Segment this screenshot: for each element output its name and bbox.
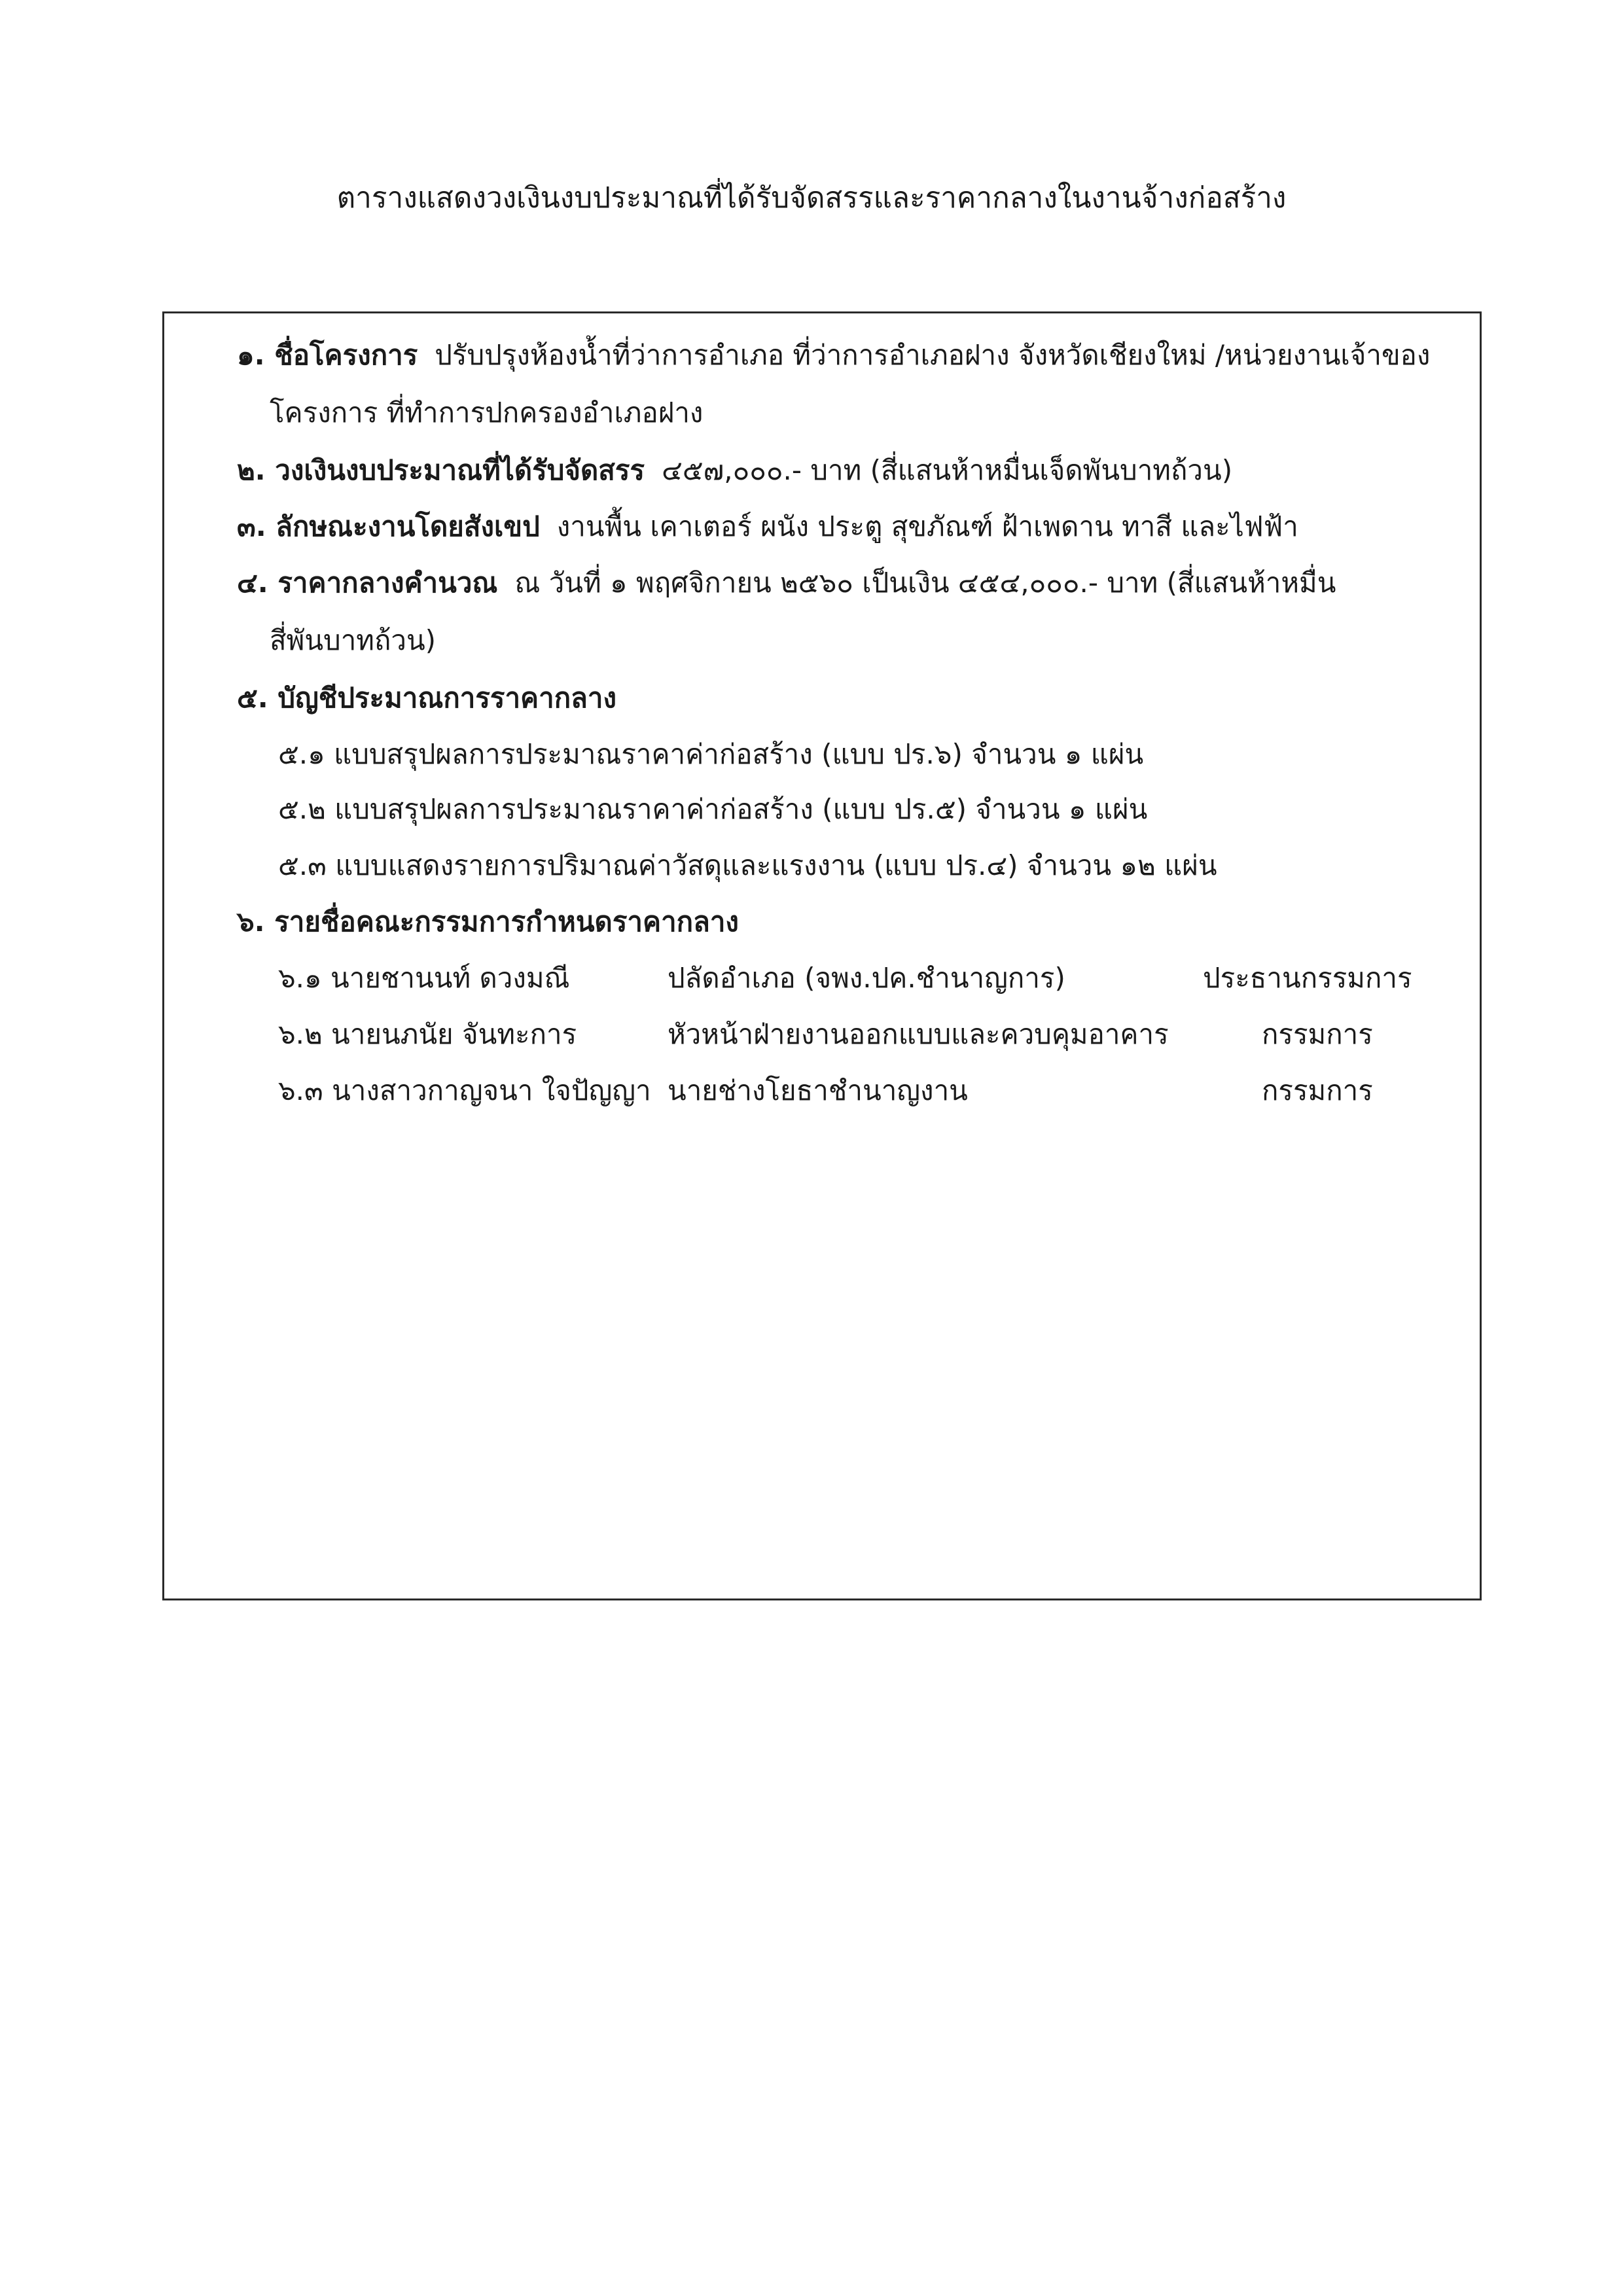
committee-member-name: ๖.๑ นายชานนท์ ดวงมณี bbox=[278, 962, 570, 994]
median-price-value: ณ วันที่ ๑ พฤศจิกายน ๒๕๖๐ เป็นเงิน ๔๕๔,๐๐๐.- บาท (สี่แสนห้าหมื่น bbox=[514, 567, 1336, 599]
committee-member-position: นายช่างโยธาชำนาญงาน bbox=[668, 1074, 968, 1106]
budget-line bbox=[237, 448, 1232, 493]
work-description-label: ๓. ลักษณะงานโดยสังเขป bbox=[237, 510, 540, 542]
median-price-line bbox=[237, 560, 1336, 606]
project-name-line bbox=[237, 332, 1430, 378]
committee-member-role: ประธานกรรมการ bbox=[1203, 962, 1412, 994]
median-price-label: ๔. ราคากลางคำนวณ bbox=[237, 567, 498, 599]
estimate-list-heading: ๕. บัญชีประมาณการราคากลาง bbox=[237, 682, 616, 714]
page-title: ตารางแสดงวงเงินงบประมาณที่ได้รับจัดสรรและราคากลางในงานจ้างก่อสร้าง bbox=[336, 181, 1287, 215]
committee-member-name: ๖.๓ นางสาวกาญจนา ใจปัญญา bbox=[278, 1074, 651, 1106]
estimate-item: ๕.๓ แบบแสดงรายการปริมาณค่าวัสดุและแรงงาน (แบบ ปร.๔) จำนวน ๑๒ แผ่น bbox=[278, 849, 1217, 881]
committee-heading: ๖. รายชื่อคณะกรรมการกำหนดราคากลาง bbox=[237, 906, 739, 938]
committee-member-position: หัวหน้าฝ่ายงานออกแบบและควบคุมอาคาร bbox=[668, 1018, 1169, 1050]
estimate-item: ๕.๒ แบบสรุปผลการประมาณราคาค่าก่อสร้าง (แบบ ปร.๕) จำนวน ๑ แผ่น bbox=[278, 793, 1148, 825]
committee-member-name: ๖.๒ นายนภนัย จันทะการ bbox=[278, 1018, 577, 1050]
budget-value: ๔๕๗,๐๐๐.- บาท (สี่แสนห้าหมื่นเจ็ดพันบาทถ้วน) bbox=[662, 454, 1233, 486]
project-name-value: ปรับปรุงห้องน้ำที่ว่าการอำเภอ ที่ว่าการอำเภอฝาง จังหวัดเชียงใหม่ /หน่วยงานเจ้าของ bbox=[435, 339, 1431, 371]
project-name-continued: โครงการ ที่ทำการปกครองอำเภอฝาง bbox=[270, 397, 704, 429]
project-name-label: ๑. ชื่อโครงการ bbox=[237, 339, 418, 371]
median-price-continued: สี่พันบาทถ้วน) bbox=[270, 624, 437, 656]
committee-member-position: ปลัดอำเภอ (จพง.ปค.ชำนาญการ) bbox=[668, 962, 1065, 994]
committee-member-role: กรรมการ bbox=[1262, 1074, 1373, 1106]
work-description-line bbox=[237, 504, 1298, 550]
estimate-item: ๕.๑ แบบสรุปผลการประมาณราคาค่าก่อสร้าง (แบบ ปร.๖) จำนวน ๑ แผ่น bbox=[278, 738, 1144, 770]
budget-label: ๒. วงเงินงบประมาณที่ได้รับจัดสรร bbox=[237, 454, 645, 486]
committee-member-role: กรรมการ bbox=[1262, 1018, 1373, 1050]
work-description-value: งานพื้น เคาเตอร์ ผนัง ประตู สุขภัณฑ์ ฝ้าเพดาน ทาสี และไฟฟ้า bbox=[556, 510, 1298, 542]
